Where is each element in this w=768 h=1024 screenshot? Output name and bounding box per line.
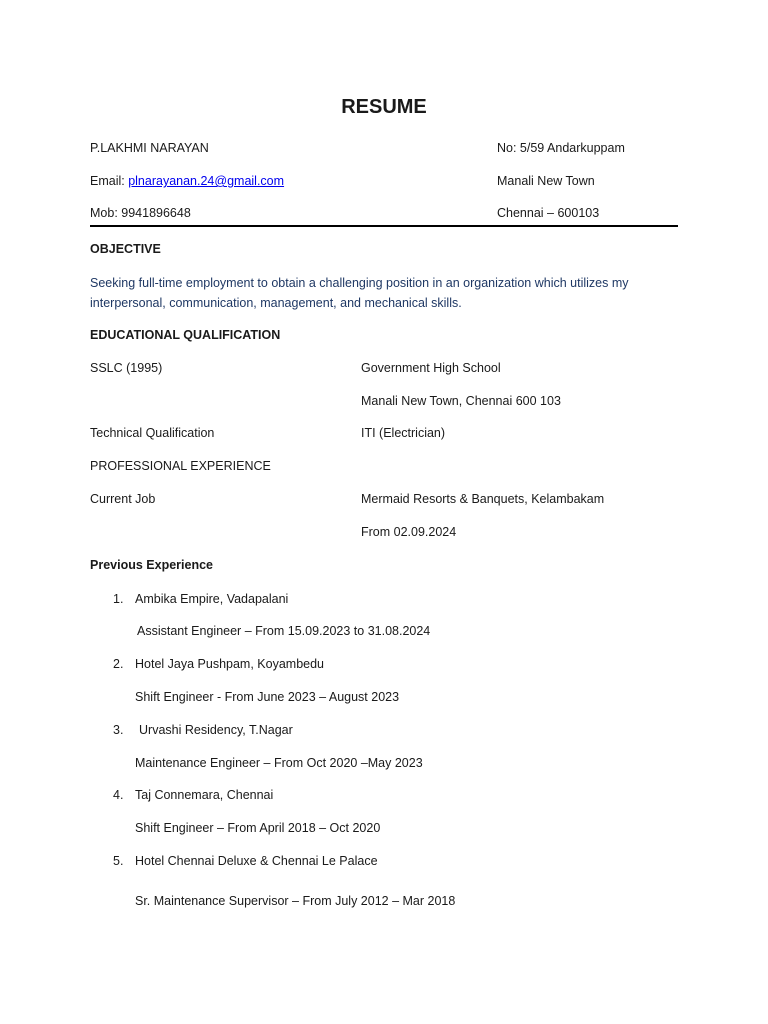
job-role: Shift Engineer - From June 2023 – August 2023 [135,690,400,704]
current-job-label: Current Job [90,492,156,506]
page-title: RESUME [341,96,427,118]
address-line-3: Chennai – 600103 [497,206,600,220]
job-role: Shift Engineer – From April 2018 – Oct 2020 [135,821,381,835]
current-since: From 02.09.2024 [361,525,457,539]
employer-name: Hotel Jaya Pushpam, Koyambedu [135,657,324,671]
email-label: Email: [90,174,129,188]
address-line-1: No: 5/59 Andarkuppam [497,141,625,155]
employer-name: Taj Connemara, Chennai [135,788,274,802]
list-number: 1. [113,592,124,606]
technical-value: ITI (Electrician) [361,426,446,440]
header-divider [90,225,678,227]
email-line [90,173,284,189]
objective-heading: OBJECTIVE [90,242,161,256]
employer-name: Ambika Empire, Vadapalani [135,592,289,606]
professional-heading: PROFESSIONAL EXPERIENCE [90,459,271,473]
employer-name: Hotel Chennai Deluxe & Chennai Le Palace [135,854,378,868]
list-number: 5. [113,854,124,868]
candidate-name: P.LAKHMI NARAYAN [90,141,209,155]
mobile-number: Mob: 9941896648 [90,206,191,220]
address-line-2: Manali New Town [497,174,595,188]
school-address: Manali New Town, Chennai 600 103 [361,394,561,408]
job-role: Maintenance Engineer – From Oct 2020 –May 2023 [135,756,423,770]
sslc-label: SSLC (1995) [90,361,163,375]
list-number: 4. [113,788,124,802]
email-link[interactable]: plnarayanan.24@gmail.com [128,174,285,188]
job-role: Sr. Maintenance Supervisor – From July 2012 – Mar 2018 [135,894,456,908]
list-number: 3. [113,723,124,737]
employer-name: Urvashi Residency, T.Nagar [139,723,293,737]
objective-text: Seeking full-time employment to obtain a challenging position in an organization which utilizes my interpersonal, communication, management, and mechanical skills. [90,276,629,310]
list-number: 2. [113,657,124,671]
education-heading: EDUCATIONAL QUALIFICATION [90,328,281,342]
school-name: Government High School [361,361,501,375]
current-employer: Mermaid Resorts & Banquets, Kelambakam [361,492,605,506]
job-role: Assistant Engineer – From 15.09.2023 to 31.08.2024 [137,624,431,638]
previous-heading: Previous Experience [90,558,213,572]
technical-label: Technical Qualification [90,426,215,440]
